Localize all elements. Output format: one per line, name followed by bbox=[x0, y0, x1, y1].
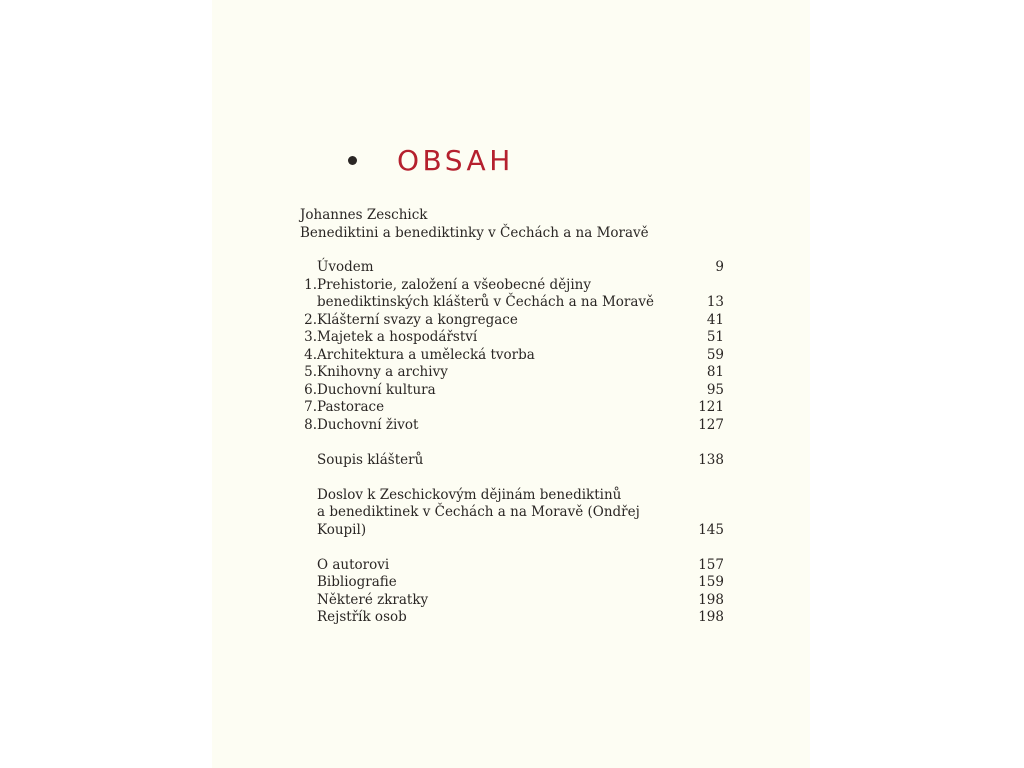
entry-title-line: Rejstřík osob bbox=[317, 609, 407, 625]
chapter-number bbox=[300, 574, 317, 592]
page-number: 59 bbox=[706, 346, 724, 363]
entry-title bbox=[317, 382, 684, 400]
entry-title-line: Pastorace bbox=[317, 399, 385, 415]
page-number: 13 bbox=[706, 294, 724, 310]
entry-title bbox=[317, 329, 684, 347]
toc-entry bbox=[300, 399, 724, 417]
entry-title-line: Duchovní kultura bbox=[317, 381, 436, 398]
page-number: 95 bbox=[706, 381, 724, 398]
entry-title bbox=[317, 574, 684, 592]
entry-title-line: Klášterní svazy a kongregace bbox=[317, 311, 518, 328]
entry-title-line: Úvodem bbox=[317, 259, 374, 275]
entry-title bbox=[317, 364, 684, 382]
entry-title-line: benediktinských klášterů v Čechách a na Moravě bbox=[317, 294, 655, 310]
author-name: Johannes Zeschick bbox=[300, 207, 428, 223]
entry-title bbox=[317, 592, 684, 610]
toc-group bbox=[300, 259, 724, 434]
toc-entry bbox=[300, 364, 724, 382]
entry-title bbox=[317, 312, 684, 330]
chapter-number: 4. bbox=[304, 346, 317, 363]
page-number: 81 bbox=[706, 364, 724, 380]
page-number: 198 bbox=[698, 609, 724, 625]
toc-entry bbox=[300, 347, 724, 365]
entry-title bbox=[317, 487, 684, 540]
page-number: 157 bbox=[698, 556, 724, 573]
chapter-number: 8. bbox=[304, 416, 317, 433]
toc-entry bbox=[300, 417, 724, 435]
chapter-number bbox=[300, 452, 317, 470]
page-number: 198 bbox=[698, 591, 724, 608]
toc-entry bbox=[300, 557, 724, 575]
chapter-number: 6. bbox=[304, 381, 317, 398]
chapter-number bbox=[300, 259, 317, 277]
toc-entry bbox=[300, 609, 724, 627]
entry-title-line: O autorovi bbox=[317, 556, 390, 573]
entry-title bbox=[317, 557, 684, 575]
chapter-number: 1. bbox=[304, 276, 317, 293]
toc-group bbox=[300, 487, 724, 540]
book-title: Benediktini a benediktinky v Čechách a na Moravě bbox=[300, 224, 649, 241]
entry-title-line: Prehistorie, založení a všeobecné dějiny bbox=[317, 276, 592, 293]
toc-entry bbox=[300, 312, 724, 330]
entry-title-line: Duchovní život bbox=[317, 416, 419, 433]
page-number: 159 bbox=[698, 574, 724, 590]
page-number: 127 bbox=[698, 416, 724, 433]
toc-entry bbox=[300, 487, 724, 540]
author-block bbox=[300, 207, 740, 242]
entry-title-line: Knihovny a archivy bbox=[317, 364, 448, 380]
entry-title bbox=[317, 399, 684, 417]
page-number: 121 bbox=[698, 399, 724, 415]
bullet-icon bbox=[348, 156, 357, 165]
page-number: 138 bbox=[698, 451, 724, 468]
chapter-number bbox=[300, 487, 317, 540]
toc-entry bbox=[300, 329, 724, 347]
chapter-number bbox=[300, 592, 317, 610]
toc-entry bbox=[300, 574, 724, 592]
entry-title-line: Majetek a hospodářství bbox=[317, 329, 478, 345]
group-spacer bbox=[300, 434, 724, 452]
entry-title bbox=[317, 347, 684, 365]
entry-title-line: Bibliografie bbox=[317, 574, 397, 590]
toc-entry bbox=[300, 277, 724, 312]
heading-title: OBSAH bbox=[397, 143, 514, 177]
toc-entry bbox=[300, 259, 724, 277]
table-of-contents bbox=[300, 259, 724, 627]
toc-group bbox=[300, 557, 724, 627]
toc-heading bbox=[348, 140, 514, 180]
entry-title-line: a benediktinek v Čechách a na Moravě (Ondřej Koupil) bbox=[317, 504, 640, 538]
entry-title bbox=[317, 277, 684, 312]
chapter-number: 3. bbox=[304, 329, 317, 345]
toc-entry bbox=[300, 382, 724, 400]
toc-group bbox=[300, 452, 724, 470]
chapter-number: 5. bbox=[304, 364, 317, 380]
group-spacer bbox=[300, 469, 724, 487]
toc-entry bbox=[300, 592, 724, 610]
chapter-number bbox=[300, 609, 317, 627]
entry-title-line: Doslov k Zeschickovým dějinám benediktinů bbox=[317, 486, 622, 503]
entry-title bbox=[317, 452, 684, 470]
page-number: 9 bbox=[715, 259, 724, 275]
entry-title-line: Architektura a umělecká tvorba bbox=[317, 346, 535, 363]
chapter-number bbox=[300, 557, 317, 575]
entry-title bbox=[317, 259, 684, 277]
chapter-number: 2. bbox=[304, 311, 317, 328]
entry-title bbox=[317, 417, 684, 435]
toc-entry bbox=[300, 452, 724, 470]
page-number: 145 bbox=[698, 521, 724, 538]
entry-title-line: Soupis klášterů bbox=[317, 451, 424, 468]
page-number: 41 bbox=[706, 311, 724, 328]
chapter-number: 7. bbox=[304, 399, 317, 415]
group-spacer bbox=[300, 539, 724, 557]
entry-title bbox=[317, 609, 684, 627]
entry-title-line: Některé zkratky bbox=[317, 591, 429, 608]
page-number: 51 bbox=[706, 329, 724, 345]
